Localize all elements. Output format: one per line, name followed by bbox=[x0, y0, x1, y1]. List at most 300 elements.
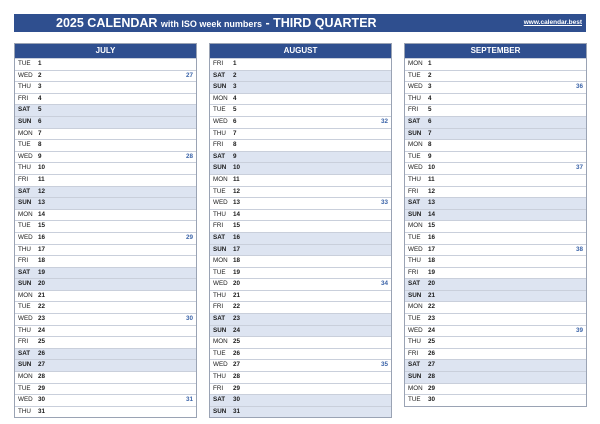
weekday-label: WED bbox=[18, 152, 33, 160]
day-number: 15 bbox=[38, 222, 46, 230]
day-number: 30 bbox=[38, 396, 46, 404]
month-august bbox=[209, 43, 392, 418]
day-row bbox=[210, 93, 391, 105]
weekday-label: FRI bbox=[18, 175, 29, 183]
day-number: 3 bbox=[428, 83, 432, 91]
day-row bbox=[210, 278, 391, 290]
weekday-label: SUN bbox=[408, 373, 422, 381]
day-number: 21 bbox=[428, 291, 436, 299]
day-number: 5 bbox=[233, 106, 237, 114]
weekday-label: SAT bbox=[213, 233, 226, 241]
day-number: 4 bbox=[38, 94, 42, 102]
day-number: 7 bbox=[38, 129, 42, 137]
title-year: 2025 bbox=[56, 16, 84, 30]
weekday-label: FRI bbox=[213, 303, 224, 311]
day-row bbox=[15, 301, 196, 313]
weekday-label: SAT bbox=[18, 106, 31, 114]
calendar-title bbox=[56, 14, 377, 32]
weekday-label: SUN bbox=[18, 361, 32, 369]
day-number: 25 bbox=[428, 338, 436, 346]
day-row bbox=[210, 58, 391, 70]
day-row bbox=[405, 244, 586, 256]
weekday-label: THU bbox=[408, 175, 421, 183]
day-number: 20 bbox=[233, 280, 241, 288]
weekday-label: MON bbox=[408, 141, 423, 149]
month-title: SEPTEMBER bbox=[405, 44, 586, 58]
day-row bbox=[15, 244, 196, 256]
weekday-label: FRI bbox=[213, 222, 224, 230]
day-row bbox=[405, 348, 586, 360]
day-number: 14 bbox=[38, 210, 46, 218]
day-number: 13 bbox=[233, 199, 241, 207]
day-number: 13 bbox=[428, 199, 436, 207]
day-number: 8 bbox=[233, 141, 237, 149]
day-row bbox=[15, 348, 196, 360]
day-row bbox=[15, 186, 196, 198]
day-number: 15 bbox=[428, 222, 436, 230]
day-number: 11 bbox=[233, 175, 240, 183]
day-number: 6 bbox=[38, 117, 42, 125]
weekday-label: FRI bbox=[18, 257, 29, 265]
day-row bbox=[15, 58, 196, 70]
month-september bbox=[404, 43, 587, 407]
day-number: 13 bbox=[38, 199, 46, 207]
day-row bbox=[15, 232, 196, 244]
weekday-label: FRI bbox=[408, 106, 419, 114]
weekday-label: MON bbox=[213, 175, 228, 183]
day-number: 17 bbox=[38, 245, 46, 253]
weekday-label: FRI bbox=[18, 94, 29, 102]
day-row bbox=[210, 313, 391, 325]
weekday-label: TUE bbox=[408, 71, 421, 79]
weekday-label: TUE bbox=[213, 106, 226, 114]
weekday-label: SAT bbox=[18, 349, 31, 357]
day-number: 1 bbox=[38, 60, 42, 67]
weekday-label: WED bbox=[408, 326, 423, 334]
day-number: 2 bbox=[38, 71, 42, 79]
weekday-label: MON bbox=[408, 303, 423, 311]
day-row bbox=[210, 186, 391, 198]
day-number: 15 bbox=[233, 222, 241, 230]
day-row bbox=[405, 255, 586, 267]
day-number: 12 bbox=[38, 187, 46, 195]
weekday-label: WED bbox=[408, 164, 423, 172]
weekday-label: THU bbox=[18, 326, 31, 334]
day-row bbox=[405, 162, 586, 174]
weekday-label: WED bbox=[408, 245, 423, 253]
day-row bbox=[210, 244, 391, 256]
day-number: 25 bbox=[38, 338, 46, 346]
day-row bbox=[210, 301, 391, 313]
day-number: 26 bbox=[233, 349, 241, 357]
weekday-label: TUE bbox=[18, 141, 31, 149]
weekday-label: SAT bbox=[408, 361, 421, 369]
day-number: 17 bbox=[233, 245, 241, 253]
iso-week-number: 27 bbox=[185, 71, 193, 79]
day-number: 26 bbox=[428, 349, 436, 357]
day-row bbox=[210, 371, 391, 383]
weekday-label: SUN bbox=[213, 326, 227, 334]
day-row bbox=[15, 70, 196, 82]
month-july bbox=[14, 43, 197, 418]
day-number: 8 bbox=[428, 141, 432, 149]
day-row bbox=[210, 197, 391, 209]
day-number: 21 bbox=[233, 291, 241, 299]
weekday-label: TUE bbox=[213, 187, 226, 195]
title-dash: - bbox=[265, 16, 270, 30]
weekday-label: MON bbox=[213, 94, 228, 102]
day-row bbox=[15, 290, 196, 302]
weekday-label: TUE bbox=[408, 233, 421, 241]
month-title: AUGUST bbox=[210, 44, 391, 58]
day-number: 3 bbox=[38, 83, 42, 91]
weekday-label: SAT bbox=[213, 152, 226, 160]
day-number: 19 bbox=[428, 268, 436, 276]
weekday-label: WED bbox=[408, 83, 423, 91]
month-title: JULY bbox=[15, 44, 196, 58]
day-row bbox=[15, 174, 196, 186]
title-word: CALENDAR bbox=[87, 16, 158, 30]
day-number: 23 bbox=[428, 315, 436, 323]
weekday-label: FRI bbox=[408, 349, 419, 357]
weekday-label: FRI bbox=[408, 187, 419, 195]
weekday-label: MON bbox=[408, 384, 423, 392]
day-row bbox=[15, 151, 196, 163]
day-number: 20 bbox=[38, 280, 46, 288]
weekday-label: MON bbox=[18, 129, 33, 137]
iso-week-number: 28 bbox=[185, 152, 193, 160]
day-row bbox=[15, 313, 196, 325]
weekday-label: SAT bbox=[408, 117, 421, 125]
day-number: 8 bbox=[38, 141, 42, 149]
weekday-label: TUE bbox=[213, 349, 226, 357]
day-row bbox=[210, 128, 391, 140]
day-row bbox=[210, 383, 391, 395]
weekday-label: THU bbox=[213, 129, 226, 137]
weekday-label: THU bbox=[18, 164, 31, 172]
day-number: 25 bbox=[233, 338, 241, 346]
day-row bbox=[15, 278, 196, 290]
day-number: 10 bbox=[428, 164, 436, 172]
day-number: 10 bbox=[38, 164, 46, 172]
day-number: 9 bbox=[233, 152, 237, 160]
day-row bbox=[15, 383, 196, 395]
day-row bbox=[210, 70, 391, 82]
day-row bbox=[405, 139, 586, 151]
iso-week-number: 38 bbox=[575, 245, 583, 253]
day-number: 9 bbox=[428, 152, 432, 160]
day-row bbox=[15, 325, 196, 337]
day-row bbox=[405, 209, 586, 221]
day-row bbox=[405, 383, 586, 395]
weekday-label: TUE bbox=[408, 396, 421, 404]
weekday-label: SUN bbox=[213, 407, 227, 415]
day-number: 24 bbox=[38, 326, 46, 334]
weekday-label: THU bbox=[18, 245, 31, 253]
day-number: 21 bbox=[38, 291, 46, 299]
day-row bbox=[210, 116, 391, 128]
weekday-label: SAT bbox=[408, 199, 421, 207]
weekday-label: TUE bbox=[18, 303, 31, 311]
day-number: 4 bbox=[428, 94, 432, 102]
weekday-label: WED bbox=[18, 396, 33, 404]
day-row bbox=[210, 209, 391, 221]
day-row bbox=[210, 162, 391, 174]
day-row bbox=[405, 58, 586, 70]
day-row bbox=[405, 104, 586, 116]
weekday-label: WED bbox=[18, 315, 33, 323]
weekday-label: THU bbox=[408, 338, 421, 346]
day-number: 22 bbox=[38, 303, 46, 311]
day-row bbox=[210, 174, 391, 186]
weekday-label: SUN bbox=[213, 164, 227, 172]
day-row bbox=[210, 359, 391, 371]
weekday-label: WED bbox=[213, 199, 228, 207]
iso-week-number: 32 bbox=[380, 117, 388, 125]
day-row bbox=[405, 151, 586, 163]
weekday-label: SUN bbox=[18, 199, 32, 207]
weekday-label: SUN bbox=[408, 291, 422, 299]
day-row bbox=[15, 139, 196, 151]
day-row bbox=[15, 116, 196, 128]
title-quarter: THIRD QUARTER bbox=[273, 16, 377, 30]
weekday-label: SUN bbox=[213, 83, 227, 91]
weekday-label: MON bbox=[213, 257, 228, 265]
day-number: 4 bbox=[233, 94, 237, 102]
day-number: 30 bbox=[428, 396, 436, 404]
weekday-label: WED bbox=[213, 361, 228, 369]
day-number: 30 bbox=[233, 396, 241, 404]
day-row bbox=[405, 93, 586, 105]
day-row bbox=[15, 336, 196, 348]
weekday-label: THU bbox=[213, 373, 226, 381]
weekday-label: FRI bbox=[408, 268, 419, 276]
day-number: 18 bbox=[428, 257, 436, 265]
weekday-label: WED bbox=[18, 71, 33, 79]
day-number: 16 bbox=[233, 233, 241, 241]
day-number: 2 bbox=[428, 71, 432, 79]
day-row bbox=[15, 197, 196, 209]
day-number: 19 bbox=[233, 268, 241, 276]
day-number: 22 bbox=[428, 303, 436, 311]
day-row bbox=[210, 104, 391, 116]
weekday-label: THU bbox=[213, 210, 226, 218]
weekday-label: FRI bbox=[213, 384, 224, 392]
weekday-label: TUE bbox=[18, 60, 31, 67]
weekday-label: FRI bbox=[213, 141, 224, 149]
day-number: 28 bbox=[428, 373, 436, 381]
day-row bbox=[210, 267, 391, 279]
day-row bbox=[210, 151, 391, 163]
weekday-label: MON bbox=[213, 338, 228, 346]
day-number: 19 bbox=[38, 268, 46, 276]
day-number: 18 bbox=[38, 257, 46, 265]
day-number: 1 bbox=[233, 60, 237, 67]
day-row bbox=[15, 220, 196, 232]
day-row bbox=[405, 313, 586, 325]
day-number: 28 bbox=[38, 373, 46, 381]
day-number: 24 bbox=[428, 326, 436, 334]
day-row bbox=[210, 394, 391, 406]
day-number: 12 bbox=[428, 187, 436, 195]
day-row bbox=[15, 209, 196, 221]
iso-week-number: 34 bbox=[380, 280, 388, 288]
iso-week-number: 29 bbox=[185, 233, 193, 241]
day-row bbox=[405, 290, 586, 302]
weekday-label: TUE bbox=[18, 222, 31, 230]
day-number: 23 bbox=[38, 315, 46, 323]
day-row bbox=[405, 371, 586, 383]
weekday-label: MON bbox=[18, 291, 33, 299]
iso-week-number: 36 bbox=[575, 83, 583, 91]
day-row bbox=[405, 70, 586, 82]
day-number: 23 bbox=[233, 315, 241, 323]
day-row bbox=[210, 336, 391, 348]
day-row bbox=[405, 394, 586, 406]
weekday-label: SAT bbox=[213, 315, 226, 323]
weekday-label: SUN bbox=[408, 129, 422, 137]
day-number: 14 bbox=[233, 210, 241, 218]
day-row bbox=[15, 81, 196, 93]
iso-week-number: 35 bbox=[380, 361, 388, 369]
day-row bbox=[210, 139, 391, 151]
day-number: 16 bbox=[428, 233, 436, 241]
weekday-label: WED bbox=[18, 233, 33, 241]
day-number: 6 bbox=[233, 117, 237, 125]
day-row bbox=[210, 406, 391, 418]
day-row bbox=[210, 290, 391, 302]
day-row bbox=[210, 81, 391, 93]
day-row bbox=[405, 197, 586, 209]
weekday-label: SUN bbox=[18, 117, 32, 125]
day-row bbox=[405, 278, 586, 290]
day-number: 2 bbox=[233, 71, 237, 79]
website-link[interactable]: www.calendar.best bbox=[523, 19, 582, 26]
day-number: 16 bbox=[38, 233, 46, 241]
day-row bbox=[15, 359, 196, 371]
weekday-label: THU bbox=[213, 291, 226, 299]
day-row bbox=[405, 116, 586, 128]
iso-week-number: 30 bbox=[185, 315, 193, 323]
day-number: 12 bbox=[233, 187, 241, 195]
day-row bbox=[15, 267, 196, 279]
day-row bbox=[15, 162, 196, 174]
weekday-label: WED bbox=[213, 117, 228, 125]
iso-week-number: 33 bbox=[380, 199, 388, 207]
day-number: 14 bbox=[428, 210, 436, 218]
day-number: 5 bbox=[38, 106, 42, 114]
day-row bbox=[405, 325, 586, 337]
day-number: 6 bbox=[428, 117, 432, 125]
day-number: 11 bbox=[38, 175, 45, 183]
day-number: 29 bbox=[38, 384, 46, 392]
day-number: 11 bbox=[428, 175, 435, 183]
day-row bbox=[210, 220, 391, 232]
weekday-label: MON bbox=[18, 373, 33, 381]
weekday-label: THU bbox=[408, 257, 421, 265]
day-number: 1 bbox=[428, 60, 432, 67]
weekday-label: SAT bbox=[213, 71, 226, 79]
weekday-label: TUE bbox=[408, 152, 421, 160]
day-row bbox=[15, 406, 196, 418]
day-row bbox=[405, 359, 586, 371]
day-number: 22 bbox=[233, 303, 241, 311]
day-number: 31 bbox=[233, 407, 241, 415]
weekday-label: FRI bbox=[213, 60, 224, 67]
calendar-header bbox=[14, 14, 586, 32]
day-number: 5 bbox=[428, 106, 432, 114]
day-row bbox=[405, 174, 586, 186]
day-number: 27 bbox=[38, 361, 46, 369]
day-number: 27 bbox=[428, 361, 436, 369]
day-row bbox=[15, 104, 196, 116]
day-number: 20 bbox=[428, 280, 436, 288]
day-number: 3 bbox=[233, 83, 237, 91]
day-row bbox=[405, 128, 586, 140]
day-row bbox=[15, 93, 196, 105]
title-iso-note: with ISO week numbers bbox=[160, 19, 262, 29]
weekday-label: WED bbox=[213, 280, 228, 288]
weekday-label: FRI bbox=[18, 338, 29, 346]
weekday-label: THU bbox=[18, 83, 31, 91]
iso-week-number: 39 bbox=[575, 326, 583, 334]
day-row bbox=[15, 394, 196, 406]
day-number: 10 bbox=[233, 164, 241, 172]
day-row bbox=[210, 232, 391, 244]
weekday-label: SUN bbox=[213, 245, 227, 253]
weekday-label: TUE bbox=[18, 384, 31, 392]
day-row bbox=[210, 348, 391, 360]
day-number: 18 bbox=[233, 257, 241, 265]
day-row bbox=[405, 232, 586, 244]
day-row bbox=[405, 81, 586, 93]
weekday-label: MON bbox=[408, 222, 423, 230]
iso-week-number: 31 bbox=[185, 396, 193, 404]
day-number: 17 bbox=[428, 245, 436, 253]
weekday-label: TUE bbox=[408, 315, 421, 323]
weekday-label: MON bbox=[18, 210, 33, 218]
day-row bbox=[405, 186, 586, 198]
day-number: 29 bbox=[233, 384, 241, 392]
day-number: 9 bbox=[38, 152, 42, 160]
day-number: 26 bbox=[38, 349, 46, 357]
weekday-label: SAT bbox=[18, 187, 31, 195]
weekday-label: SAT bbox=[408, 280, 421, 288]
weekday-label: TUE bbox=[213, 268, 226, 276]
weekday-label: SAT bbox=[213, 396, 226, 404]
day-row bbox=[15, 255, 196, 267]
day-number: 31 bbox=[38, 407, 46, 415]
weekday-label: THU bbox=[408, 94, 421, 102]
day-number: 27 bbox=[233, 361, 241, 369]
day-number: 7 bbox=[233, 129, 237, 137]
weekday-label: SUN bbox=[18, 280, 32, 288]
weekday-label: SAT bbox=[18, 268, 31, 276]
day-row bbox=[15, 371, 196, 383]
day-number: 28 bbox=[233, 373, 241, 381]
day-number: 24 bbox=[233, 326, 241, 334]
day-row bbox=[15, 128, 196, 140]
day-number: 7 bbox=[428, 129, 432, 137]
weekday-label: THU bbox=[18, 407, 31, 415]
day-row bbox=[210, 255, 391, 267]
iso-week-number: 37 bbox=[575, 164, 583, 172]
day-row bbox=[405, 220, 586, 232]
weekday-label: MON bbox=[408, 60, 423, 67]
day-row bbox=[210, 325, 391, 337]
weekday-label: SUN bbox=[408, 210, 422, 218]
day-row bbox=[405, 267, 586, 279]
